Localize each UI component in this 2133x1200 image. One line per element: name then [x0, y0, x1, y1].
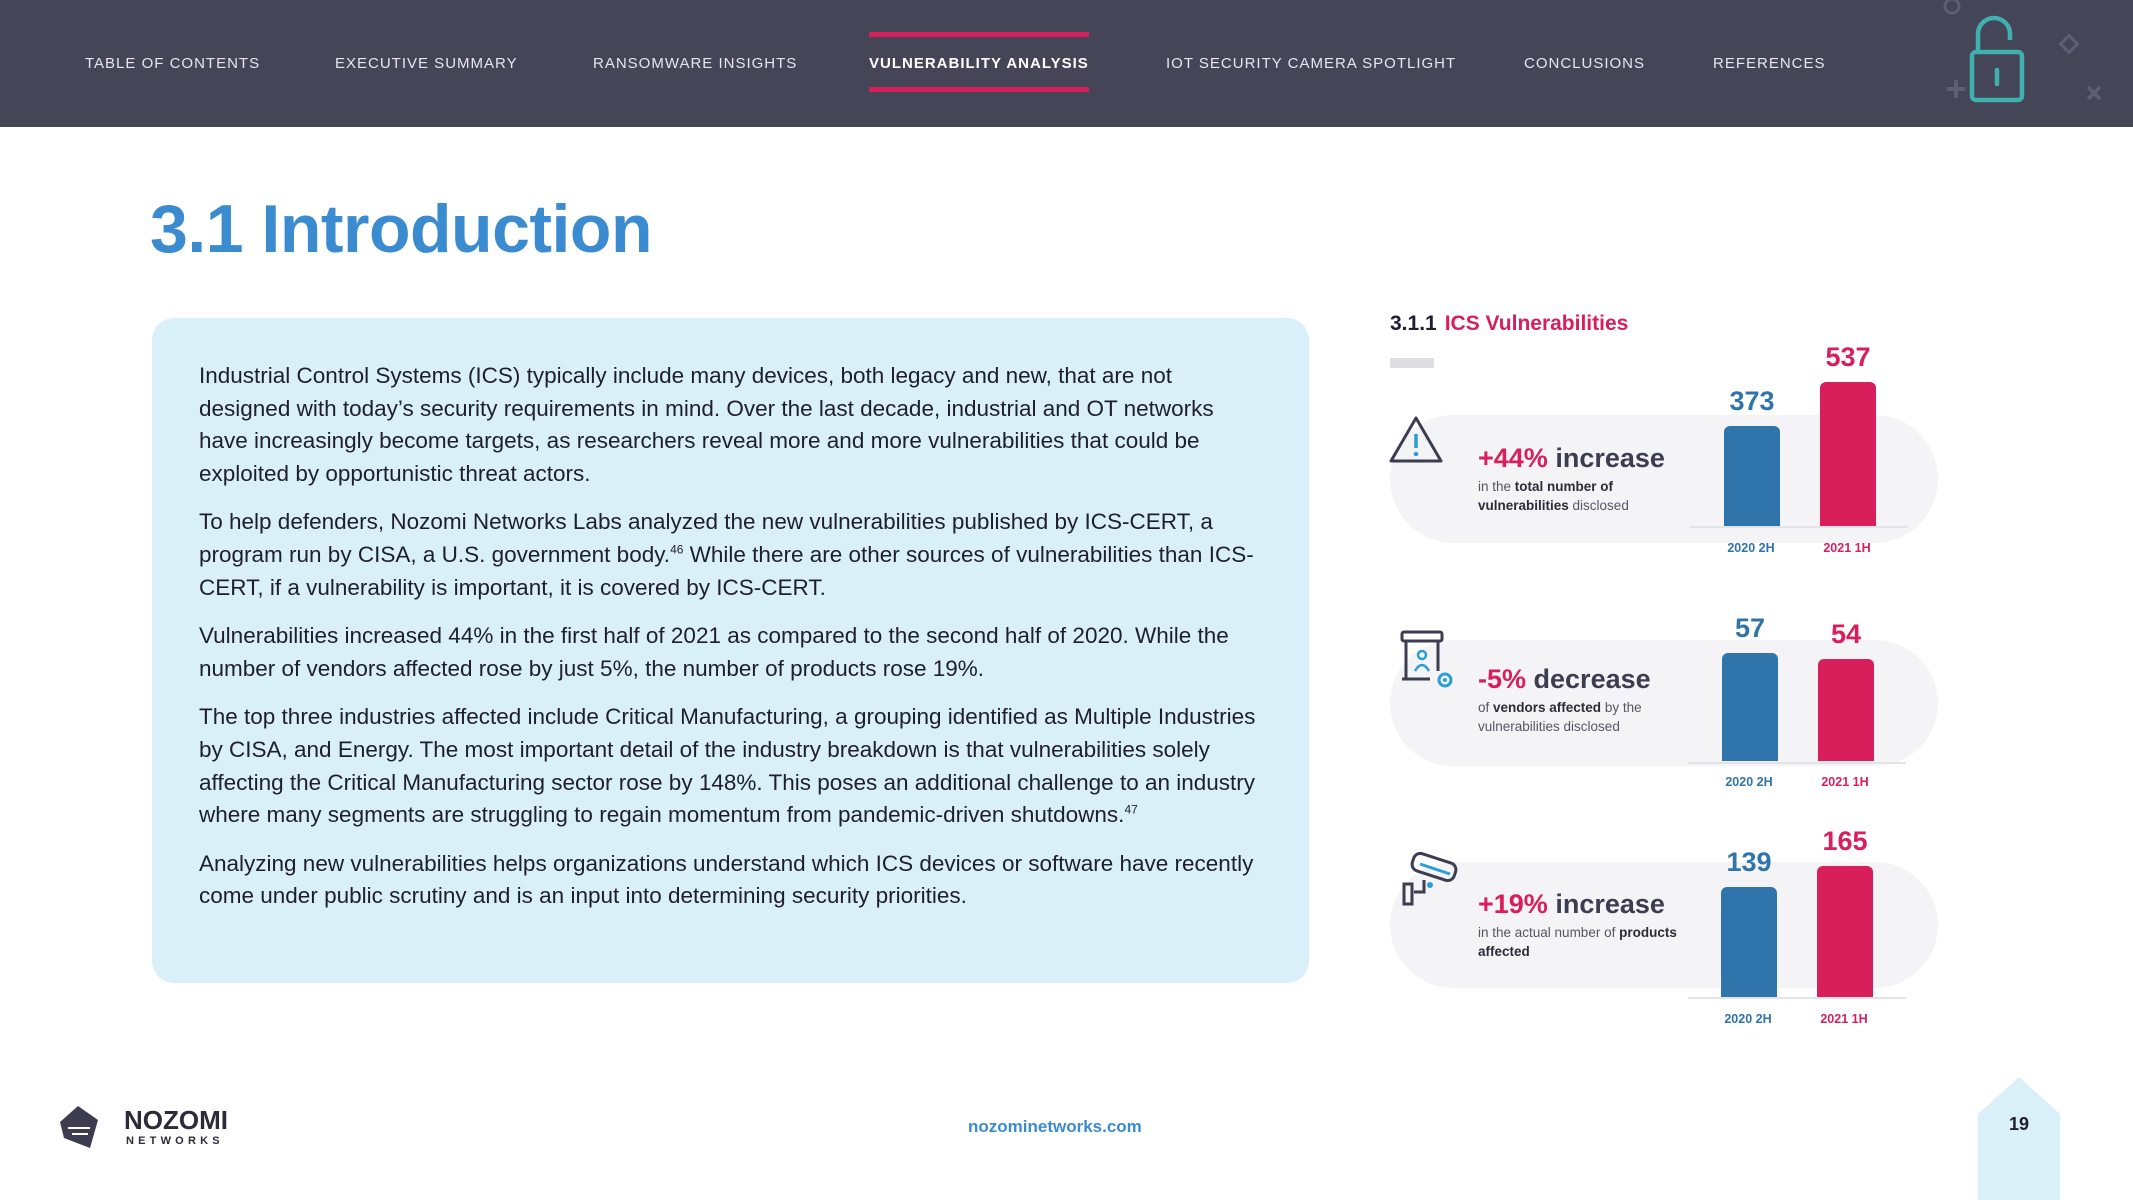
vendor-store-icon [1398, 630, 1458, 690]
bar-label-2021-1h: 2021 1H [1820, 1012, 1868, 1026]
intro-text-box [152, 318, 1309, 983]
desc-pre: in the [1478, 479, 1515, 494]
section-heading [1390, 312, 1628, 336]
active-indicator-bottom [869, 87, 1089, 92]
bar-label-2020-2h: 2020 2H [1724, 1012, 1772, 1026]
desc-bold: products affected [1478, 925, 1677, 959]
bar-2020-2h [1724, 426, 1780, 526]
nav-item-references[interactable]: REFERENCES [1713, 55, 1826, 72]
bar-value-2021-1h: 537 [1825, 342, 1871, 372]
page-number: 19 [2008, 1114, 2030, 1134]
unlocked-padlock-icon [1968, 12, 2028, 104]
desc-bold: total number of vulnerabilities [1478, 479, 1614, 513]
paragraph-4-text: The top three industries affected include Critical Manufacturing, a grouping identified as Multiple Industries by CISA, and Energy. The most important detail of the industry breakdown is that vulnerabilities solely affecting the Critical Manufacturing sector rose by 148%. This poses an additional challenge to an industry where many segments are struggling to regain momentum from pandemic-driven shutdowns. [199, 704, 1256, 828]
nav-item-ransomware-insights[interactable]: RANSOMWARE INSIGHTS [593, 55, 798, 72]
warning-triangle-icon [1388, 415, 1444, 465]
bar-2021-1h [1820, 382, 1876, 526]
stat-percent: +44% [1478, 443, 1548, 473]
nav-item-executive-summary[interactable]: EXECUTIVE SUMMARY [335, 55, 518, 72]
stat-headline [1478, 889, 1665, 920]
bar-label-2021-1h: 2021 1H [1823, 541, 1871, 555]
decor-diamond-icon [2061, 36, 2078, 53]
nav-item-iot-security-camera-spotlight[interactable]: IOT SECURITY CAMERA SPOTLIGHT [1166, 55, 1457, 72]
bar-2021-1h [1817, 866, 1873, 997]
bar-label-2020-2h: 2020 2H [1727, 541, 1775, 555]
chart-baseline [1690, 526, 1908, 528]
page-number-tab [1978, 1074, 2060, 1200]
bar-value-2020-2h: 139 [1726, 846, 1772, 877]
bar-value-2021-1h: 54 [1830, 618, 1862, 649]
security-camera-icon [1400, 852, 1462, 908]
page-title: 3.1 Introduction [150, 191, 652, 267]
desc-bold: vendors affected [1493, 700, 1602, 715]
stat-word: decrease [1533, 664, 1651, 694]
desc-post: by the vulnerabilities disclosed [1478, 700, 1642, 734]
nozomi-networks-logo[interactable] [58, 1100, 238, 1154]
stat-word: increase [1555, 443, 1665, 473]
decorative-pattern [1935, 0, 2133, 127]
section-nav [0, 0, 1900, 127]
stat-headline [1478, 664, 1651, 695]
decor-circle-icon [1945, 0, 1959, 13]
stat-description [1478, 698, 1688, 736]
nav-item-label: VULNERABILITY ANALYSIS [869, 55, 1089, 72]
paragraph-3: Vulnerabilities increased 44% in the first half of 2021 as compared to the second half of 2020. While the number of vendors affected rose by just 5%, the number of products rose 19%. [199, 623, 1229, 681]
bar-value-2021-1h: 165 [1822, 826, 1868, 856]
chart-baseline [1688, 762, 1906, 764]
bar-label-2021-1h: 2021 1H [1821, 775, 1869, 789]
footnote-ref-47[interactable]: 47 [1124, 802, 1138, 817]
logo-subtext: NETWORKS [126, 1135, 224, 1147]
decor-x-icon [2088, 87, 2100, 99]
bar-2020-2h [1721, 887, 1777, 997]
paragraph-2-text-a: To help defenders, Nozomi Networks Labs analyzed the new vulnerabilities published by ICS-CERT, a program run by CISA, a U.S. government body. [199, 509, 1213, 567]
section-rule [1390, 358, 1434, 368]
stat-description [1478, 923, 1688, 961]
desc-pre: in the actual number of [1478, 925, 1620, 940]
nav-item-table-of-contents[interactable]: TABLE OF CONTENTS [85, 55, 261, 72]
logo-text: NOZOMI [124, 1105, 228, 1135]
desc-post: disclosed [1568, 498, 1629, 513]
chart-baseline [1688, 997, 1906, 999]
stat-percent: +19% [1478, 889, 1548, 919]
paragraph-2 [199, 506, 1263, 604]
stat-percent: -5% [1478, 664, 1527, 694]
desc-pre: of [1478, 700, 1494, 715]
bar-label-2020-2h: 2020 2H [1725, 775, 1773, 789]
bar-2021-1h [1818, 659, 1874, 761]
bar-value-2020-2h: 373 [1729, 385, 1775, 416]
paragraph-5: Analyzing new vulnerabilities helps organizations understand which ICS devices or software have recently come under public scrutiny and is an input into determining security priorities. [199, 850, 1254, 909]
bar-value-2020-2h: 57 [1734, 613, 1766, 643]
bar-2020-2h [1722, 653, 1778, 761]
paragraph-1: Industrial Control Systems (ICS) typically include many devices, both legacy and new, that are not designed with today’s security requirements in mind. Over the last decade, industrial and OT networks have increasingly become targets, as researchers reveal more and more vulnerabilities that could be exploited by opportunistic threat actors. [199, 363, 1214, 486]
section-number: 3.1.1 [1390, 312, 1437, 335]
stat-headline [1478, 443, 1665, 474]
footer-url-link[interactable]: nozominetworks.com [968, 1117, 1142, 1136]
section-title: ICS Vulnerabilities [1444, 312, 1629, 335]
stat-word: increase [1555, 889, 1665, 919]
decor-plus-icon [1947, 80, 1965, 98]
active-indicator-top [869, 32, 1089, 37]
nav-item-vulnerability-analysis[interactable] [869, 0, 1089, 127]
paragraph-2-text-b: While there are other sources of vulnerabilities than ICS-CERT, if a vulnerability is important, it is covered by ICS-CERT. [199, 541, 1254, 600]
nav-item-conclusions[interactable]: CONCLUSIONS [1524, 55, 1646, 72]
footnote-ref-46[interactable]: 46 [670, 542, 684, 557]
stat-description [1478, 477, 1688, 515]
top-nav-bar [0, 0, 2133, 127]
paragraph-4 [199, 701, 1263, 831]
